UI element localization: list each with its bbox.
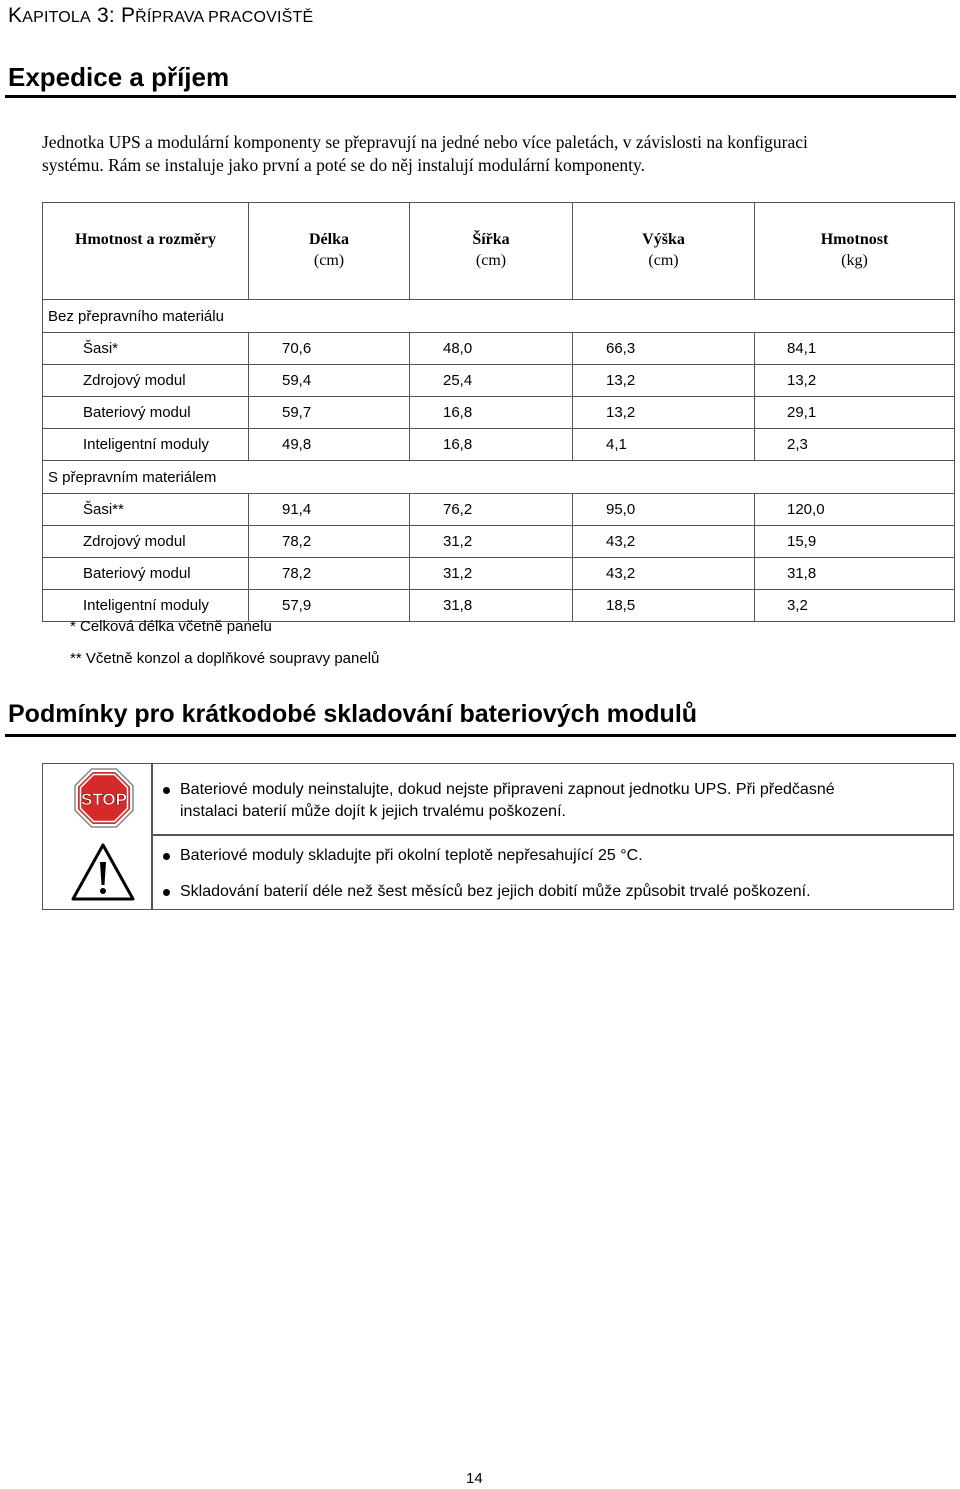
bullet-icon [163,787,170,794]
table-row: Bateriový modul 59,7 16,8 13,2 29,1 [43,397,955,429]
list-item: Skladování baterií déle než šest měsíců bez jejich dobití může způsobit trvalé poškození. [163,881,811,903]
divider [151,834,953,836]
list-item: Bateriové moduly skladujte při okolní teplotě nepřesahující 25 °C. [163,845,643,867]
footnote-double: ** Včetně konzol a doplňkové soupravy panelů [70,650,380,667]
table-row: Inteligentní moduly 57,9 31,8 18,5 3,2 [43,590,955,622]
table-row: Zdrojový modul 59,4 25,4 13,2 13,2 [43,365,955,397]
intro-line: systému. Rám se instaluje jako první a poté se do něj instalují modulární komponenty. [42,155,646,175]
table-row: Bateriový modul 78,2 31,2 43,2 31,8 [43,558,955,590]
footnote-single: * Celková délka včetně panelu [70,618,272,635]
header-cell: Výška (cm) [573,203,755,300]
table-header-row [43,203,955,300]
header-cell: Šířka (cm) [410,203,573,300]
group-row: S přepravním materiálem [43,461,955,494]
warning-icon [71,842,135,902]
table-row: Zdrojový modul 78,2 31,2 43,2 15,9 [43,526,955,558]
page-number: 14 [466,1470,483,1487]
header-cell: Hmotnost a rozměry [43,203,249,300]
chapter-heading: KAPITOLA 3: PŘÍPRAVA PRACOVIŠTĚ [8,4,314,27]
stop-sign-text: STOP [81,790,127,809]
divider [151,764,153,909]
storage-conditions-box [42,763,954,910]
group-row: Bez přepravního materiálu [43,300,955,333]
header-cell: Hmotnost (kg) [755,203,955,300]
list-item: Bateriové moduly neinstalujte, dokud nejste připraveni zapnout jednotku UPS. Při předčasné instalaci baterií může dojít k jejich trvalému poškození. [163,779,835,823]
table-row: Šasi** 91,4 76,2 95,0 120,0 [43,494,955,526]
intro-line: Jednotka UPS a modulární komponenty se přepravují na jedné nebo více paletách, v závislosti na konfiguraci [42,132,808,152]
bullet-icon [163,853,170,860]
bullet-icon [163,889,170,896]
section-rule [5,734,956,737]
table-row: Šasi* 70,6 48,0 66,3 84,1 [43,333,955,365]
table-row: Inteligentní moduly 49,8 16,8 4,1 2,3 [43,429,955,461]
section-title-shipping: Expedice a příjem [8,62,230,92]
section-title-storage: Podmínky pro krátkodobé skladování bateriových modulů [8,700,698,728]
header-cell: Délka (cm) [249,203,410,300]
stop-sign-icon [74,768,134,828]
dimensions-table [42,202,955,622]
section-rule [5,95,956,98]
intro-paragraph [42,131,942,177]
